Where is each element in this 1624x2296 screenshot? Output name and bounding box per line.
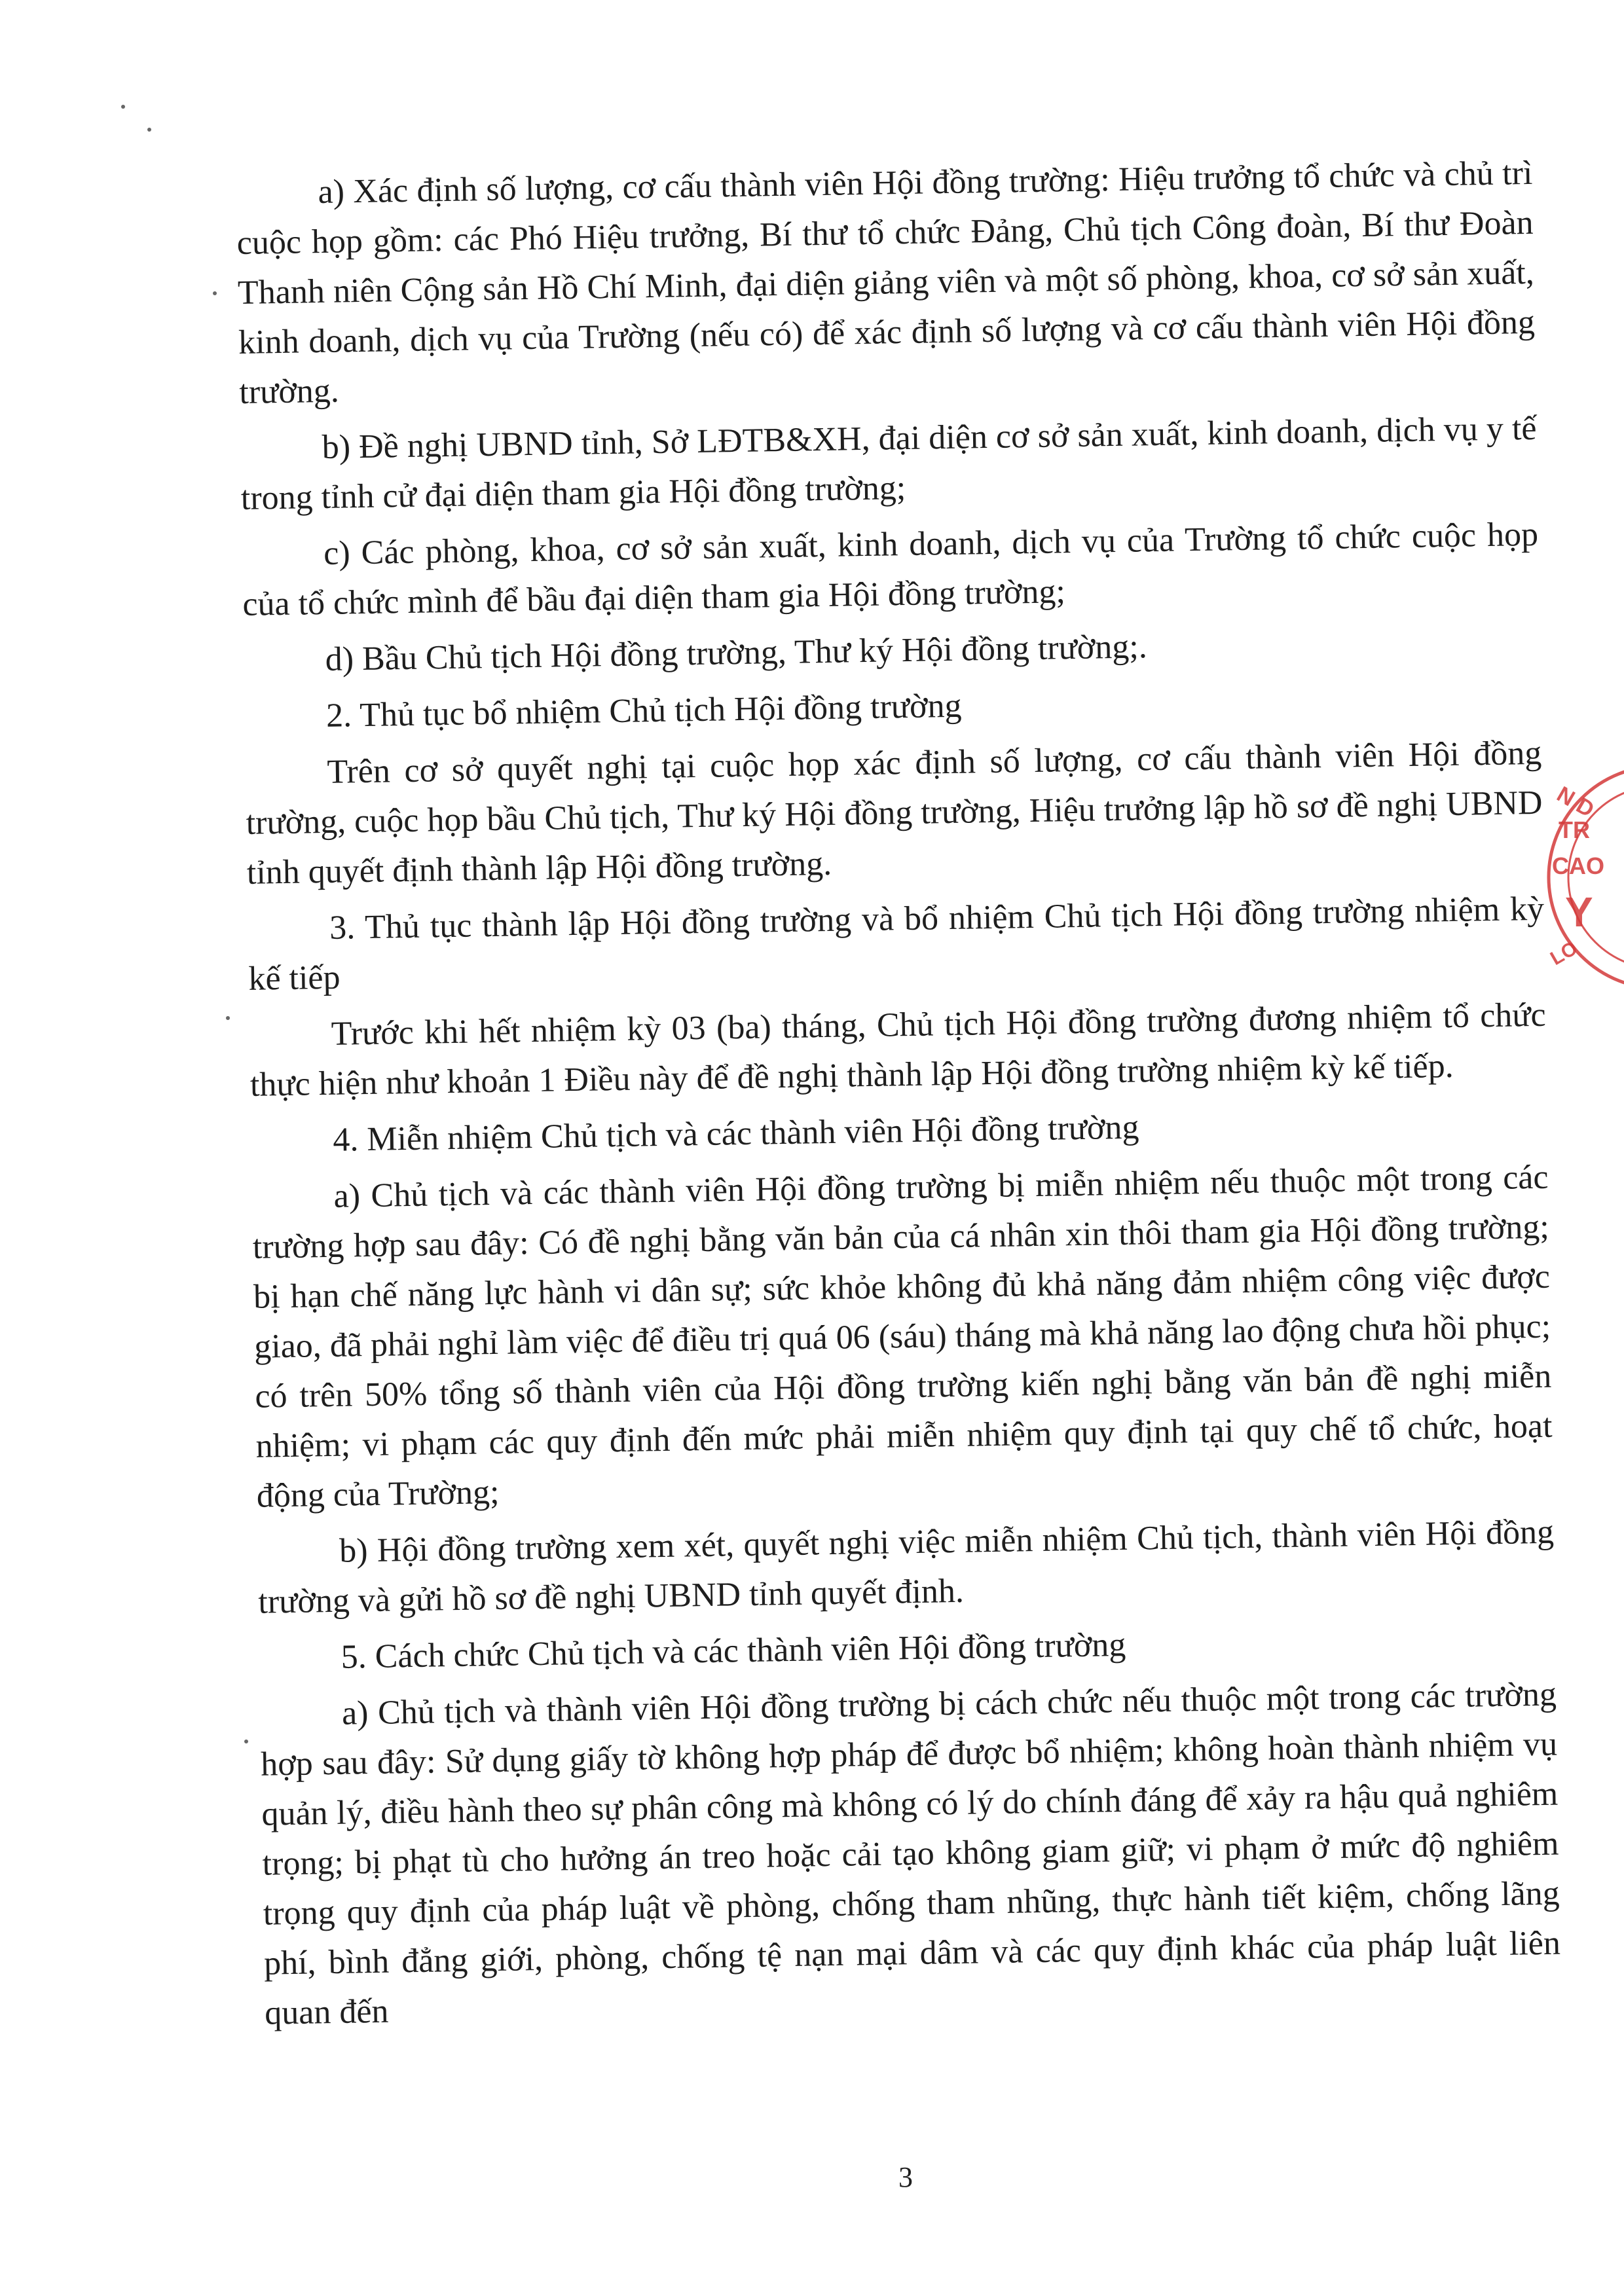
seal-text-line-2: CAO: [1552, 852, 1604, 879]
paragraph-2: Trên cơ sở quyết nghị tại cuộc họp xác định số lượng, cơ cấu thành viên Hội đồng trường, cuộc họp bầu Chủ tịch, Thư ký Hội đồng trường, Hiệu trưởng lập hồ sơ đề nghị UBND tỉnh quyết định thành lập Hội đồng trường.: [246, 734, 1543, 892]
seal-text-center: Y: [1565, 888, 1593, 936]
seal-text-top: N D: [1553, 782, 1598, 823]
scan-speck: [147, 128, 151, 132]
scan-speck: [121, 105, 125, 109]
heading-2: 2. Thủ tục bổ nhiệm Chủ tịch Hội đồng trường: [325, 687, 962, 735]
paragraph-5a: a) Chủ tịch và thành viên Hội đồng trường bị cách chức nếu thuộc một trong các trường hợp sau đây: Sử dụng giấy tờ không hợp pháp để được bổ nhiệm; không hoàn thành nhiệm vụ quản lý, điều hành theo sự phân công mà không có lý do chính đáng để xảy ra hậu quả nghiêm trọng; bị phạt tù cho hưởng án treo hoặc cải tạo không giam giữ; vi phạm ở mức độ nghiêm trọng quy định của pháp luật về phòng, chống tham nhũng, thực hành tiết kiệm, chống lãng phí, bình đẳng giới, phòng, chống tệ nạn mại dâm và các quy định khác của pháp luật liên quan đến: [260, 1675, 1561, 2032]
paragraph-1d: d) Bầu Chủ tịch Hội đồng trường, Thư ký Hội đồng trường;.: [325, 628, 1148, 678]
red-seal-stamp: [1529, 746, 1624, 1008]
paragraph-3: Trước khi hết nhiệm kỳ 03 (ba) tháng, Chủ tịch Hội đồng trường đương nhiệm tổ chức thực hiện như khoản 1 Điều này để đề nghị thành lập Hội đồng trường nhiệm kỳ kế tiếp.: [249, 996, 1546, 1104]
scan-speck: [213, 291, 217, 295]
heading-4: 4. Miễn nhiệm Chủ tịch và các thành viên Hội đồng trường: [332, 1108, 1139, 1159]
paragraph-1b: b) Đề nghị UBND tỉnh, Sở LĐTB&XH, đại diện cơ sở sản xuất, kinh doanh, dịch vụ y tế trong tỉnh cử đại diện tham gia Hội đồng trường;: [240, 409, 1537, 517]
paragraph-1a: a) Xác định số lượng, cơ cấu thành viên Hội đồng trường: Hiệu trưởng tổ chức và chủ trì cuộc họp gồm: các Phó Hiệu trưởng, Bí thư tổ chức Đảng, Chủ tịch Công đoàn, Bí thư Đoàn Thanh niên Cộng sản Hồ Chí Minh, đại diện giảng viên và một số phòng, khoa, cơ sở sản xuất, kinh doanh, dịch vụ của Trường (nếu có) để xác định số lượng và cơ cấu thành viên Hội đồng trường.: [236, 154, 1536, 411]
page-number: 3: [898, 2161, 913, 2193]
scan-speck: [244, 1740, 248, 1743]
seal-text-bottom: LO: [1547, 937, 1581, 970]
paragraph-4b: b) Hội đồng trường xem xét, quyết nghị việc miễn nhiệm Chủ tịch, thành viên Hội đồng trường và gửi hồ sơ đề nghị UBND tỉnh quyết định.: [257, 1513, 1555, 1621]
heading-3: 3. Thủ tục thành lập Hội đồng trường và bổ nhiệm Chủ tịch Hội đồng trường nhiệm kỳ kế tiếp: [248, 890, 1545, 998]
seal-stamp-icon: [1529, 746, 1624, 1008]
document-body: [236, 149, 1562, 2045]
scan-speck: [226, 1016, 230, 1020]
heading-5: 5. Cách chức Chủ tịch và các thành viên Hội đồng trường: [341, 1626, 1126, 1676]
paragraph-1c: c) Các phòng, khoa, cơ sở sản xuất, kinh doanh, dịch vụ của Trường tổ chức cuộc họp của tổ chức mình để bầu đại diện tham gia Hội đồng trường;: [242, 515, 1539, 623]
paragraph-4a: a) Chủ tịch và các thành viên Hội đồng trường bị miễn nhiệm nếu thuộc một trong các trường hợp sau đây: Có đề nghị bằng văn bản của cá nhân xin thôi tham gia Hội đồng trường; bị hạn chế năng lực hành vi dân sự; sức khỏe không đủ khả năng đảm nhiệm công việc được giao, đã phải nghỉ làm việc để điều trị quá 06 (sáu) tháng mà khả năng lao động chưa hồi phục; có trên 50% tổng số thành viên của Hội đồng trường kiến nghị bằng văn bản đề nghị miễn nhiệm; vi phạm các quy định đến mức phải miễn nhiệm quy định tại quy chế tổ chức, hoạt động của Trường;: [252, 1158, 1553, 1515]
seal-text-line-1: TR: [1559, 816, 1590, 843]
